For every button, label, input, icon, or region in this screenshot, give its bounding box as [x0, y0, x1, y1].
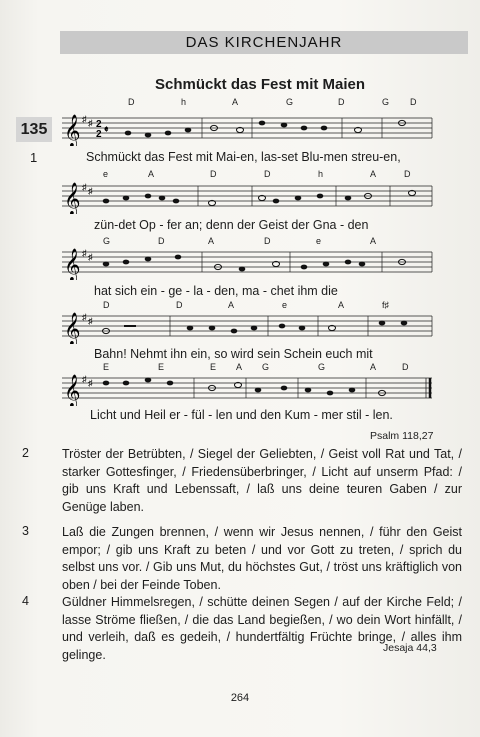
chord-symbol: A — [232, 97, 239, 107]
svg-text:♯: ♯ — [82, 374, 87, 384]
svg-text:2: 2 — [96, 129, 102, 140]
chord-symbol: D — [338, 97, 345, 107]
chord-symbol: A — [370, 362, 377, 372]
svg-text:♯: ♯ — [88, 378, 93, 388]
lyric-line: Bahn! Nehmt ihn ein, so wird sein Schein euch mit — [94, 347, 373, 361]
svg-text:♯: ♯ — [82, 312, 87, 322]
svg-text:♯: ♯ — [82, 248, 87, 258]
section-title: DAS KIRCHENJAHR — [185, 34, 343, 51]
chord-symbol: G — [318, 362, 326, 372]
chord-symbol: e — [103, 169, 109, 179]
chord-symbol: A — [148, 169, 155, 179]
chord-symbol: A — [228, 300, 235, 310]
verse-text: Güldner Himmelsregen, / schütte deinen Segen / auf der Kirche Feld; / lasse Ströme fließen, / die das Land begießen, / wo dein Wort hinfällt, / und verleih, daß es gedeih, / hundertfältig Früchte bringe, / alles ihm gelinge. — [62, 595, 462, 662]
svg-text:♯: ♯ — [88, 186, 93, 196]
scripture-reference: Psalm 118,27 — [370, 430, 434, 442]
chord-symbol: D — [264, 236, 271, 246]
song-title: Schmückt das Fest mit Maien — [154, 76, 366, 93]
chord-symbol: D — [103, 300, 110, 310]
svg-text:♯: ♯ — [82, 114, 87, 124]
svg-text:𝄞: 𝄞 — [64, 114, 81, 146]
chord-symbol: D — [210, 169, 217, 179]
verse-text: Laß die Zungen brennen, / wenn wir Jesus nennen, / führ den Geist empor; / gib uns Kraft zu beten / und vor Gott zu treten, / sprich du selbst uns vor. / Gib uns Mut, du höchstes Gut, / tröst uns kräftiglich von oben / bei der Feinde Toben. — [62, 525, 462, 592]
chord-symbol: D — [128, 97, 135, 107]
music-staff — [62, 108, 434, 146]
hymn-number-badge: 135 — [16, 117, 52, 142]
verse-number: 3 — [22, 524, 29, 538]
verse-number: 4 — [22, 594, 29, 608]
chord-symbol: A — [370, 236, 377, 246]
music-staff — [62, 370, 434, 406]
verse-number-1: 1 — [30, 150, 38, 165]
chord-symbol: A — [236, 362, 243, 372]
verse-number: 2 — [22, 446, 29, 460]
chord-symbol: D — [402, 362, 409, 372]
page-number: 264 — [230, 692, 250, 704]
verse-text: Tröster der Betrübten, / Siegel der Geliebten, / Geist voll Rat und Tat, / starker Gottesfinger, / Friedensüberbringer, / Licht auf unserm Pfad: / gib uns Kraft und Lebenssaft, / laß uns deine teuren Gaben / zur Genüge laben. — [62, 447, 462, 514]
chord-symbol: h — [318, 169, 324, 179]
chord-symbol: e — [282, 300, 288, 310]
chord-symbol: e — [316, 236, 322, 246]
lyric-line: Licht und Heil er - fül - len und den Kum - mer stil - len. — [90, 408, 393, 422]
svg-text:𝄞: 𝄞 — [64, 312, 81, 344]
svg-text:♯: ♯ — [88, 252, 93, 262]
chord-symbol: f♯ — [382, 300, 390, 310]
svg-text:♯: ♯ — [88, 118, 93, 128]
svg-text:𝄵: 𝄵 — [104, 125, 109, 136]
chord-symbol: D — [404, 169, 411, 179]
svg-text:𝄞: 𝄞 — [64, 182, 81, 214]
chord-symbol: E — [103, 362, 110, 372]
chord-symbol: E — [158, 362, 165, 372]
svg-text:♯: ♯ — [82, 182, 87, 192]
svg-text:♯: ♯ — [88, 316, 93, 326]
svg-text:𝄞: 𝄞 — [64, 248, 81, 280]
lyric-line: hat sich ein - ge - la - den, ma - chet ihm die — [94, 284, 338, 298]
music-staff — [62, 308, 434, 344]
lyric-line: zün-det Op - fer an; denn der Geist der Gna - den — [94, 218, 369, 232]
scripture-reference: Jesaja 44,3 — [383, 642, 437, 654]
chord-symbol: E — [210, 362, 217, 372]
svg-text:𝄞: 𝄞 — [64, 374, 81, 406]
chord-symbol: G — [382, 97, 390, 107]
chord-symbol: A — [208, 236, 215, 246]
chord-symbol: A — [370, 169, 377, 179]
chord-symbol: D — [264, 169, 271, 179]
chord-symbol: G — [286, 97, 294, 107]
chord-symbol: D — [176, 300, 183, 310]
music-staff — [62, 178, 434, 214]
svg-text:2: 2 — [96, 119, 102, 130]
chord-symbol: A — [338, 300, 345, 310]
chord-symbol: D — [410, 97, 417, 107]
chord-symbol: h — [181, 97, 187, 107]
chord-symbol: G — [103, 236, 111, 246]
lyric-line: Schmückt das Fest mit Mai-en, las-set Blu-men streu-en, — [86, 150, 401, 164]
chord-symbol: D — [158, 236, 165, 246]
music-staff — [62, 244, 434, 280]
chord-symbol: G — [262, 362, 270, 372]
